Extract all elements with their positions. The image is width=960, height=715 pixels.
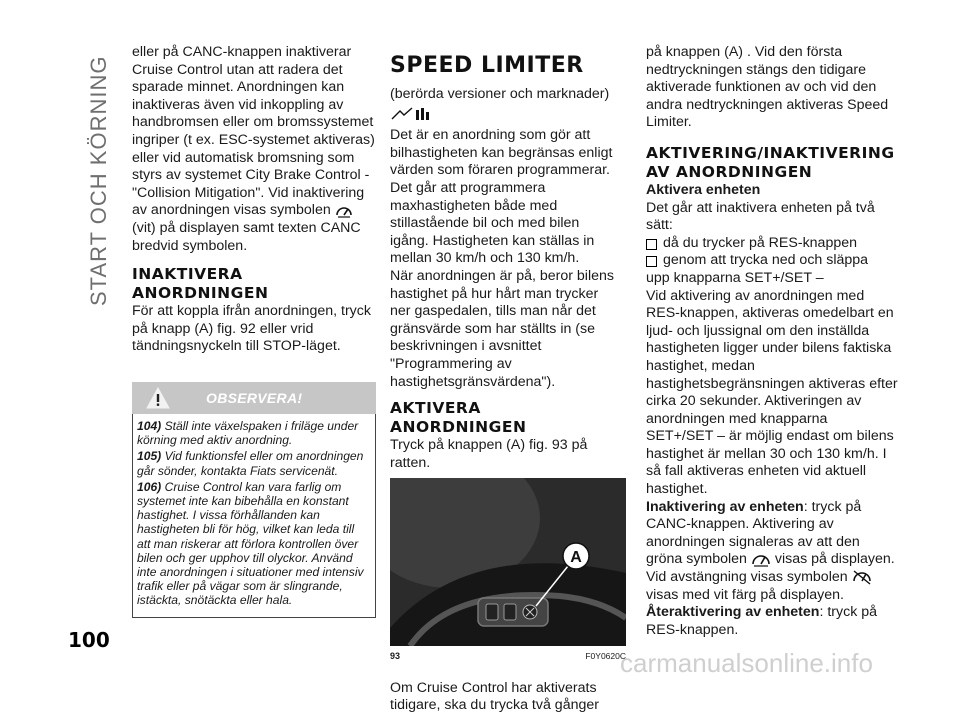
warning-title: OBSERVERA! [206,389,303,406]
paragraph: visas med vit färg på displayen. [646,586,844,603]
figure-caption [390,648,626,666]
warning-item: 105) Vid funktionsfel eller om anordningen går sönder, kontakta Fiats servicenät. [137,449,364,478]
intro-paragraph: eller på CANC-knappen inaktiverar Cruise Control utan att radera det sparade minnet. Anordningen kan inaktiveras även vid inkoppling av handbromsen eller om bromssystemet ingriper (t ex. ESC-systemet aktiveras) eller vid automatisk bromsning som styrs av systemet City Brake Control - "Collision Mitigation". Vid inaktivering av anordningen visas symbolen (vit) på displayen samt texten CANC bredvid symbolen. [132,44,375,254]
section-heading-activate: AKTIVERA ANORDNINGEN [390,399,527,437]
warning-header [132,382,376,414]
reactivate-paragraph: Återaktivering av enheten: tryck på RES-knappen. [646,604,878,638]
warning-box [132,382,376,618]
steering-wheel-illustration [390,478,626,646]
bullet-box-icon [646,256,657,267]
speed-limiter-green-icon [751,552,771,568]
page-number: 100 [68,628,110,652]
paragraph: Det går att inaktivera enheten på två sätt: [646,199,875,234]
green-symbol-line: gröna symbolen visas på displayen. [646,551,895,568]
column-left [132,44,376,618]
bullet-continuation: upp knapparna SET+/SET – [646,269,824,286]
subheading-activate: Aktivera enheten [646,181,761,198]
paragraph: Om Cruise Control har aktiverats tidigare, ska du trycka två gånger [390,679,599,714]
warning-item: 106) Cruise Control kan vara farlig om systemet inte kan bibehålla en konstant hastighet. I vissa förhållanden kan hastigheten bli för hög, vilket kan leda till att man riskerar att förlora kontrollen över bilen och ger upphov till olyckor. Använd inte anordningen i situationer med intensiv trafik eller på vägar som är slingrande, istäckta, snötäckta eller hala. [137,479,364,608]
bullet-item: då du trycker på RES-knappen [646,235,898,253]
warning-item: 104) Ställ inte växelspaken i friläge under körning med aktiv anordning. [137,418,359,448]
bullet-box-icon [646,239,657,250]
steering-wheel-photo [390,478,626,646]
speed-limiter-subtitle: (berörda versioner och marknader) [390,86,610,102]
deactivate-paragraph: Inaktivering av enheten: tryck på CANC-knappen. Aktivering av anordningen signaleras av att den [646,498,862,550]
section-heading-deactivate: INAKTIVERA ANORDNINGEN [132,265,269,303]
paragraph: Vid aktivering av anordningen med RES-knappen, aktiveras omedelbart en ljud- och ljussignal om den inställda hastigheten ligger under bilens faktiska hastighet, medan hastighetsbegränsningen aktiveras efter cirka 20 sekunder. Aktiveringen av anordningen med knapparna SET+/SET – är möjlig endast om bilens hastighet är mellan 30 och 130 km/h. I så fall aktiveras enheten vid aktuell hastighet. [646,287,898,498]
paragraph: När anordningen är på, beror bilens hastighet på hur hårt man trycker ner gaspedalen, tills man når det gränsvärde som har ställts in (se beskrivningen i avsnittet "Programmering av hastighetsgränsvärdena"). [390,267,614,390]
off-symbol-line: Vid avstängning visas symbolen [646,569,898,587]
figure-number: 93 [390,651,401,662]
column-middle [390,53,626,715]
figure-code: F0Y0620C [585,651,626,662]
site-watermark: carmanualsonline.info [620,648,873,678]
deactivate-paragraph: För att koppla ifrån anordningen, tryck på knapp (A) fig. 92 eller vrid tändningsnyckeln till STOP-läget. [132,303,371,355]
figure-callout-label: A [570,549,582,567]
paragraph: Tryck på knappen (A) fig. 93 på ratten. [390,437,588,471]
paragraph: Det är en anordning som gör att bilhastigheten kan begränsas enligt värden som föraren programmerar. Det går att programmera maxhastigheten både med stillastående bil och med bilen igång. Hastigheten kan ställas in mellan 30 km/h och 130 km/h. [390,127,613,267]
speed-limiter-icon [335,204,353,218]
warning-body [132,414,376,618]
paragraph: på knappen (A) . Vid den första nedtryckningen stängs den tidigare aktiverade funktionen av och vid den andra nedtryckningen aktiveras Speed Limiter. [646,44,889,131]
speed-limiter-off-icon [852,569,872,585]
section-side-title: START OCH KÖRNING [86,55,111,306]
warning-triangle-icon [146,387,170,409]
market-versions-icon [390,106,430,122]
bullet-item: genom att trycka ned och släppa [646,252,898,270]
speed-limiter-heading: SPEED LIMITER [390,53,584,78]
column-right [646,44,898,639]
section-heading-activation: AKTIVERING/INAKTIVERING AV ANORDNINGEN [646,143,895,181]
